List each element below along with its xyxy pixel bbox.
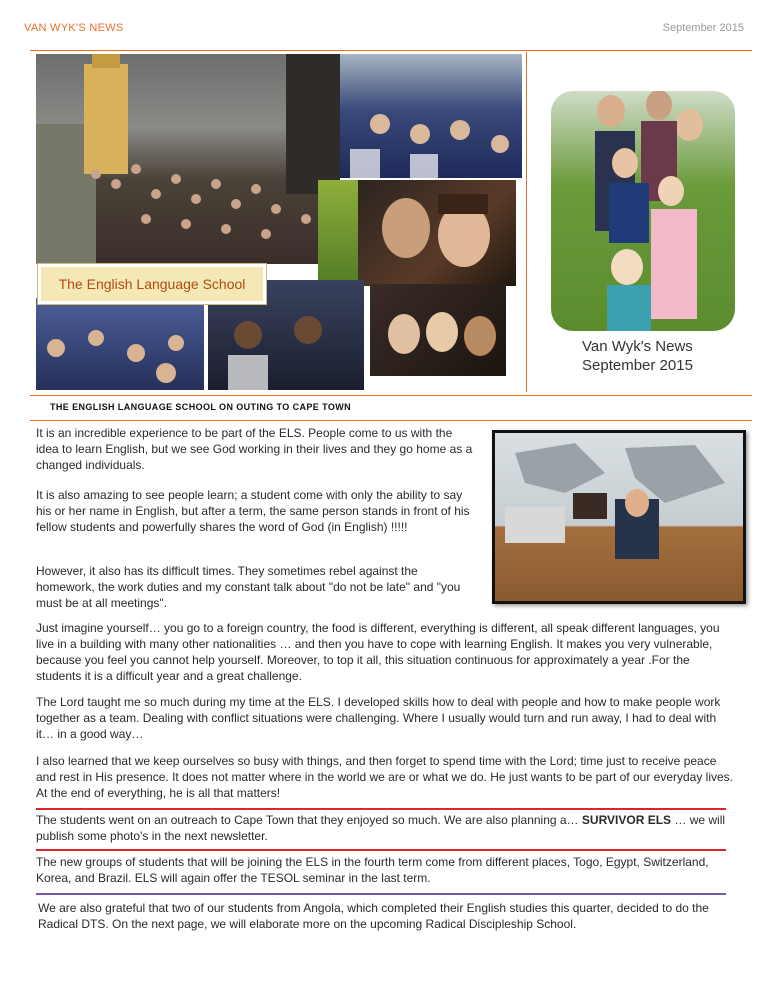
header-rule [30, 50, 752, 51]
family-title-line1: Van Wyk's News [582, 338, 693, 355]
family-photo-art [551, 91, 735, 331]
article-paragraph-2: It is also amazing to see people learn; a student come with only the ability to say his or her name in English, but after a term, the same person stands in front of his fellow students and powerfully shares the word of God (in English) !!!!! [36, 488, 470, 534]
bus-photo-top-right-art [340, 54, 522, 178]
bus-photo-bottom-left [36, 298, 204, 390]
family-photo [551, 91, 735, 331]
selfie-photo-couple-art [358, 180, 516, 286]
collage-caption-box [38, 264, 266, 304]
collage-bottom-rule [30, 395, 752, 396]
article-paragraph-3: However, it also has its difficult times. They sometimes rebel against the homework, the work duties and my constant talk about "do not be late" and "you must be at all meetings". [36, 564, 461, 610]
article-paragraph-9: We are also grateful that two of our students from Angola, which completed their English studies this quarter, decided to do the Radical DTS. On the next page, we will elaborate more on the upcoming Radical Discipleship School. [38, 901, 709, 931]
header-date: September 2015 [662, 22, 744, 34]
office-photo-art [495, 433, 743, 601]
selfie-photo-couple [358, 180, 516, 286]
article-paragraph-1: It is an incredible experience to be part of the ELS. People come to us with the idea to learn English, but we see God working in their lives and they go home as a changed individuals. [36, 426, 473, 472]
photo-caption: THE ENGLISH LANGUAGE SCHOOL ON OUTING TO CAPE TOWN [50, 402, 352, 412]
article-paragraph-6: I also learned that we keep ourselves so busy with things, and then forget to spend time with the Lord; time just to receive peace and rest in His presence. It does not matter where in the world we are or what we do. He just wants to be part of our everyday lives. At the end of everything, he is all that matters! [36, 754, 734, 800]
selfie-photo-students [370, 284, 506, 376]
bus-photo-bottom-left-art [36, 298, 204, 390]
collage-caption-text: The English Language School [58, 276, 246, 292]
purple-divider [36, 893, 726, 895]
bus-photo-top-right [340, 54, 522, 178]
article-paragraph-7 [36, 812, 736, 844]
article-paragraph-8: The new groups of students that will be joining the ELS in the fourth term come from different places, Togo, Egypt, Switzerland, Korea, and Brazil. ELS will again offer the TESOL seminar in the last term. [36, 855, 709, 885]
red-divider-1 [36, 808, 726, 810]
collage-divider [526, 52, 527, 392]
family-title-line2: September 2015 [582, 357, 693, 374]
red-divider-2 [36, 849, 726, 851]
selfie-photo-students-art [370, 284, 506, 376]
article-paragraph-5: The Lord taught me so much during my time at the ELS. I developed skills how to deal with people and how to make people work together as a team. Dealing with conflict situations were challenging. Where I usually would turn and run away, I had to deal with it… in a good way… [36, 695, 721, 741]
p7-text-c: … we will publish some photo's in the next newsletter. [36, 813, 726, 843]
family-title [582, 337, 693, 375]
publication-name: VAN WYK'S NEWS [24, 22, 124, 34]
caption-rule [30, 420, 752, 421]
group-photo-castle [36, 54, 340, 264]
survivor-els-highlight: SURVIVOR ELS [581, 813, 672, 827]
group-photo-castle-art [36, 54, 340, 264]
article-paragraph-4: Just imagine yourself… you go to a foreign country, the food is different, everything is different, all speak different languages, you live in a building with many other nationalities … and then you have to cope with learning English. It makes you very vulnerable, because you feel you cannot help yourself. Moreover, to top it all, this situation continuous for approximately a year .For the students it is a difficult year and a great challenge. [36, 621, 720, 683]
p7-text-a: The students went on an outreach to Cape Town that they enjoyed so much. We are also planning a… [36, 813, 582, 827]
office-photo [492, 430, 746, 604]
